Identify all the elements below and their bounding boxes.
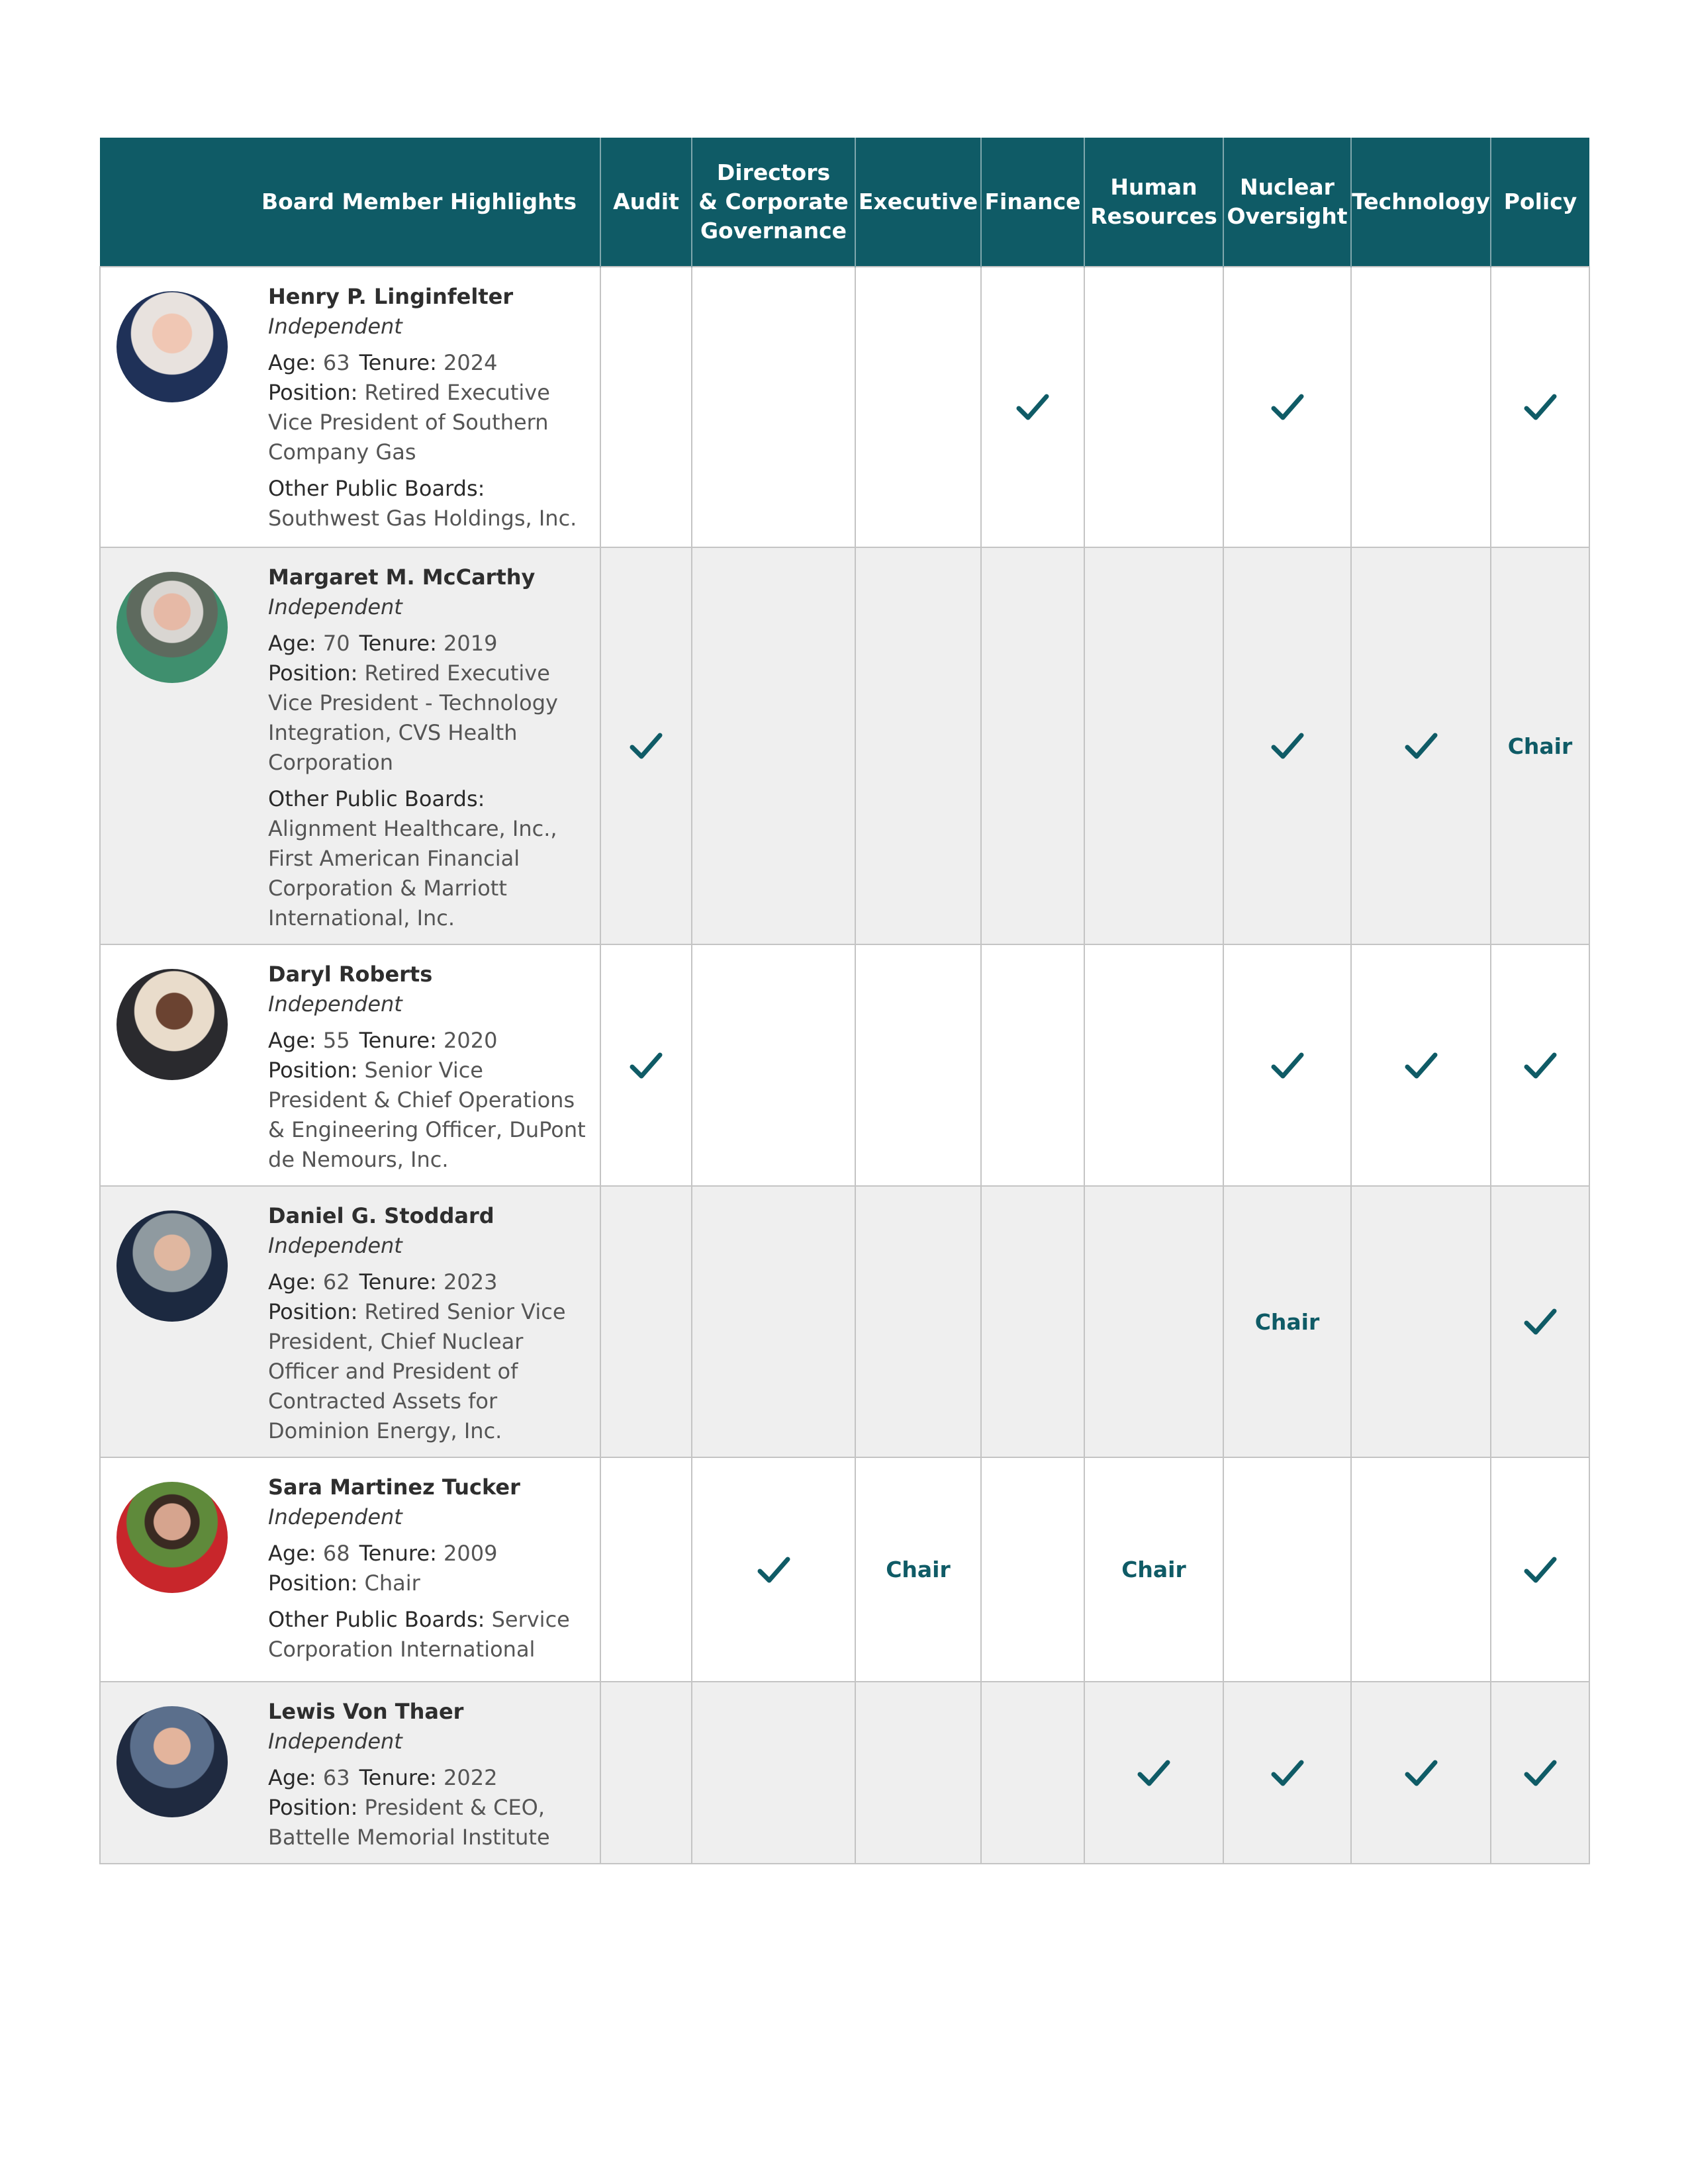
committee-cell-technology [1351,547,1491,944]
committee-cell-directors-corporate-governance [692,267,855,547]
committee-cell-policy [1491,1457,1589,1682]
member-name: Daniel G. Stoddard [268,1203,494,1228]
chair-label: Chair [1507,733,1573,759]
check-icon [1524,1758,1557,1788]
committee-cell-audit [600,547,692,944]
age-value: 68 [322,1541,350,1566]
member-photo-cell [100,547,243,944]
tenure-label: Tenure: [359,1269,437,1295]
committee-cell-technology [1351,267,1491,547]
committee-cell-directors-corporate-governance [692,1682,855,1864]
committee-cell-policy [1491,267,1589,547]
chair-label: Chair [1121,1557,1186,1582]
tenure-value: 2022 [444,1765,498,1790]
committee-cell-finance [981,547,1084,944]
committee-cell-directors-corporate-governance [692,1186,855,1457]
member-info-cell [243,547,600,944]
avatar [117,1706,228,1817]
position-line [268,1056,586,1175]
committee-cell-executive [855,944,981,1186]
committee-cell-policy [1491,547,1589,944]
age-value: 63 [322,1765,350,1790]
position-value: Senior Vice President & Chief Operations & Engineering Officer, DuPont de Nemours, Inc. [268,1058,586,1172]
check-icon [1524,392,1557,422]
committee-cell-nuclear-oversight [1223,267,1351,547]
chair-label: Chair [886,1557,951,1582]
age-value: 62 [322,1269,350,1295]
age-tenure-line [268,1763,586,1793]
check-icon [1524,1051,1557,1080]
check-icon [1271,1051,1304,1080]
table-row [100,1457,1589,1682]
table-row [100,1186,1589,1457]
member-name: Margaret M. McCarthy [268,565,536,590]
tenure-label: Tenure: [359,1028,437,1053]
committee-cell-nuclear-oversight [1223,1457,1351,1682]
check-icon [1405,1758,1438,1788]
check-icon [1524,1307,1557,1336]
committee-cell-audit [600,1186,692,1457]
member-name: Henry P. Linginfelter [268,284,514,309]
committee-cell-audit [600,944,692,1186]
committee-cell-directors-corporate-governance [692,944,855,1186]
check-icon [1137,1758,1170,1788]
board-committee-table [99,138,1590,1864]
tenure-label: Tenure: [359,350,437,375]
tenure-label: Tenure: [359,1541,437,1566]
committee-cell-finance [981,1682,1084,1864]
table-row [100,944,1589,1186]
other-boards-value: Service Corporation International [268,1607,570,1662]
chair-label: Chair [1254,1308,1320,1335]
member-photo-cell [100,1457,243,1682]
other-boards-value: Southwest Gas Holdings, Inc. [268,506,577,531]
age-label: Age: [268,1028,316,1053]
position-value: Retired Executive Vice President - Technology Integration, CVS Health Corporation [268,660,558,775]
committee-cell-technology [1351,1186,1491,1457]
header-photo-spacer [100,138,243,267]
committee-cell-human-resources [1084,1457,1223,1682]
member-status: Independent [268,1504,402,1529]
committee-cell-technology [1351,1682,1491,1864]
age-value: 63 [322,350,350,375]
member-status: Independent [268,991,402,1017]
committee-cell-finance [981,1186,1084,1457]
member-photo-cell [100,944,243,1186]
tenure-value: 2019 [444,631,498,656]
age-tenure-line [268,629,586,659]
committee-cell-executive [855,547,981,944]
member-status: Independent [268,1233,402,1258]
member-info-cell [243,1186,600,1457]
check-icon [1271,731,1304,760]
committee-cell-audit [600,267,692,547]
committee-cell-policy [1491,1186,1589,1457]
committee-cell-technology [1351,944,1491,1186]
committee-cell-audit [600,1682,692,1864]
header-board-member-highlights: Board Member Highlights [243,138,600,267]
position-line [268,1569,586,1598]
position-line [268,659,586,778]
position-label: Position: [268,380,358,405]
check-icon [1016,392,1049,422]
member-info-cell [243,944,600,1186]
header-finance: Finance [981,138,1084,267]
tenure-value: 2024 [444,350,498,375]
committee-cell-policy [1491,944,1589,1186]
position-line [268,1297,586,1446]
other-boards-value: Alignment Healthcare, Inc., First American Financial Corporation & Marriott International, Inc. [268,816,557,931]
position-value: Retired Senior Vice President, Chief Nuclear Officer and President of Contracted Assets for Dominion Energy, Inc. [268,1299,566,1443]
committee-cell-policy [1491,1682,1589,1864]
table-row [100,1682,1589,1864]
check-icon [1405,731,1438,760]
position-value: Retired Executive Vice President of Southern Company Gas [268,380,550,465]
header-nuclear-oversight: Nuclear Oversight [1223,138,1351,267]
committee-cell-human-resources [1084,944,1223,1186]
header-executive: Executive [855,138,981,267]
age-label: Age: [268,631,316,656]
committee-cell-executive [855,267,981,547]
age-label: Age: [268,350,316,375]
table-header-row [100,138,1589,267]
check-icon [1524,1555,1557,1584]
committee-cell-nuclear-oversight [1223,1186,1351,1457]
avatar [117,291,228,402]
committee-cell-nuclear-oversight [1223,1682,1351,1864]
member-status: Independent [268,594,402,619]
member-photo-cell [100,267,243,547]
committee-cell-human-resources [1084,547,1223,944]
member-info-cell [243,1682,600,1864]
header-human-resources: Human Resources [1084,138,1223,267]
table-row [100,267,1589,547]
avatar [117,969,228,1080]
other-boards-label: Other Public Boards: [268,1607,485,1632]
committee-cell-human-resources [1084,267,1223,547]
member-status: Independent [268,1729,402,1754]
committee-cell-executive [855,1186,981,1457]
other-boards-line [268,474,586,533]
committee-cell-nuclear-oversight [1223,547,1351,944]
tenure-value: 2020 [444,1028,498,1053]
other-boards-line [268,1605,586,1664]
position-label: Position: [268,1570,358,1596]
position-line [268,378,586,467]
member-photo-cell [100,1186,243,1457]
committee-cell-directors-corporate-governance [692,1457,855,1682]
header-policy: Policy [1491,138,1589,267]
committee-cell-technology [1351,1457,1491,1682]
member-info-cell [243,267,600,547]
check-icon [630,1051,663,1080]
avatar [117,1482,228,1593]
member-status: Independent [268,314,402,339]
committee-cell-directors-corporate-governance [692,547,855,944]
age-label: Age: [268,1269,316,1295]
check-icon [757,1555,790,1584]
committee-cell-executive [855,1682,981,1864]
committee-cell-human-resources [1084,1682,1223,1864]
committee-cell-human-resources [1084,1186,1223,1457]
header-directors-corporate-governance: Directors & Corporate Governance [692,138,855,267]
committee-cell-finance [981,944,1084,1186]
committee-cell-nuclear-oversight [1223,944,1351,1186]
committee-cell-audit [600,1457,692,1682]
header-audit: Audit [600,138,692,267]
check-icon [1405,1051,1438,1080]
member-info-cell [243,1457,600,1682]
position-value: President & CEO, Battelle Memorial Institute [268,1795,550,1850]
avatar [117,1210,228,1322]
age-label: Age: [268,1541,316,1566]
position-value: Chair [364,1570,420,1596]
position-label: Position: [268,660,358,686]
check-icon [630,731,663,760]
table-row [100,547,1589,944]
other-boards-line [268,784,586,933]
tenure-label: Tenure: [359,1765,437,1790]
position-label: Position: [268,1058,358,1083]
committee-cell-finance [981,267,1084,547]
age-tenure-line [268,1267,586,1297]
check-icon [1271,1758,1304,1788]
member-name: Daryl Roberts [268,962,433,987]
age-label: Age: [268,1765,316,1790]
age-tenure-line [268,348,586,378]
member-name: Sara Martinez Tucker [268,1475,520,1500]
age-tenure-line [268,1539,586,1569]
tenure-value: 2009 [444,1541,498,1566]
other-boards-label: Other Public Boards: [268,786,485,811]
position-line [268,1793,586,1852]
position-label: Position: [268,1795,358,1820]
avatar [117,572,228,683]
other-boards-label: Other Public Boards: [268,476,485,501]
committee-cell-executive [855,1457,981,1682]
age-value: 70 [322,631,350,656]
header-technology: Technology [1351,138,1491,267]
position-label: Position: [268,1299,358,1324]
check-icon [1271,392,1304,422]
tenure-value: 2023 [444,1269,498,1295]
member-name: Lewis Von Thaer [268,1699,464,1724]
member-photo-cell [100,1682,243,1864]
age-tenure-line [268,1026,586,1056]
committee-cell-finance [981,1457,1084,1682]
age-value: 55 [322,1028,350,1053]
tenure-label: Tenure: [359,631,437,656]
